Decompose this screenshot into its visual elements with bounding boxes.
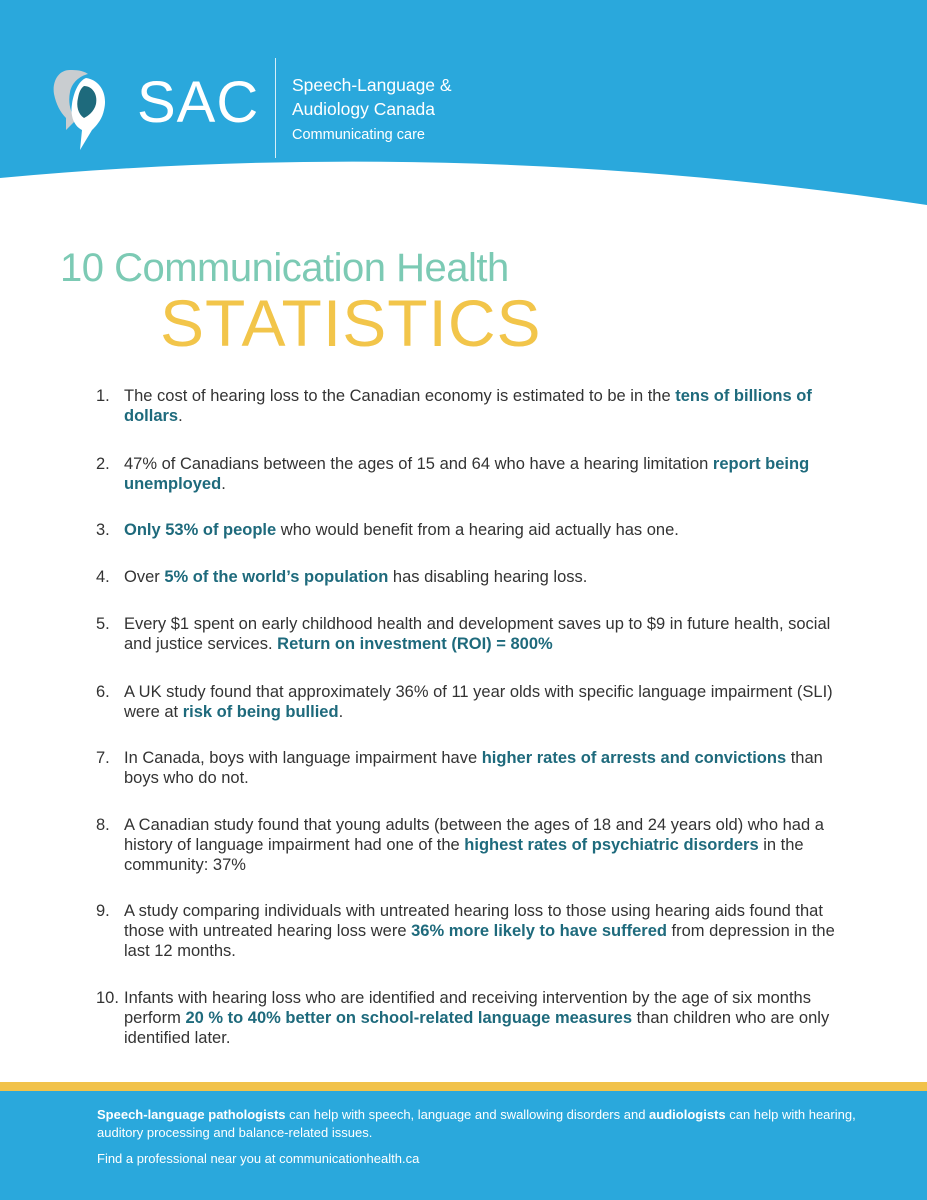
stat-number: 1. [96, 387, 110, 405]
stat-highlight: Return on investment (ROI) = 800% [277, 635, 553, 653]
stat-item [96, 901, 841, 961]
org-name-line1: Speech-Language & [292, 75, 452, 95]
stat-highlight: 36% more likely to have suffered [411, 922, 667, 940]
stat-highlight: 5% of the world’s population [164, 568, 389, 586]
slp-label: Speech-language pathologists [97, 1107, 286, 1122]
stat-text-segment: Over [124, 568, 165, 586]
stat-text [124, 454, 841, 494]
logo-text: SAC [137, 70, 260, 135]
stat-text-segment: . [338, 703, 344, 721]
stat-number: 5. [96, 615, 110, 633]
stat-item [96, 567, 841, 587]
stat-text-segment: Infants with hearing loss who are identified and receiving intervention by the age of six months perform [124, 989, 811, 1027]
stat-item [96, 682, 841, 722]
stat-text [124, 520, 841, 540]
stat-highlight: higher rates of arrests and convictions [481, 749, 787, 767]
stat-highlight: tens of billions of dollars [124, 387, 812, 425]
stat-number: 3. [96, 521, 110, 539]
stat-text [124, 748, 841, 788]
footer-stripe [0, 1082, 927, 1091]
stat-text-segment: The cost of hearing loss to the Canadian economy is estimated to be in the [124, 387, 676, 405]
stat-text [124, 901, 841, 961]
stat-item [96, 520, 841, 540]
stat-text [124, 988, 841, 1048]
aud-label: audiologists [649, 1107, 726, 1122]
stat-text [124, 386, 841, 426]
stat-text [124, 567, 841, 587]
stat-item [96, 454, 841, 494]
stat-text-segment: from depression in the last 12 months. [124, 922, 835, 960]
stat-text-segment: A UK study found that approximately 36% of 11 year olds with specific language impairment (SLI) were at [124, 683, 833, 721]
stat-text-segment: has disabling hearing loss. [388, 568, 588, 586]
stat-number: 10. [96, 989, 119, 1007]
stat-highlight: report being unemployed [124, 455, 810, 493]
footer-description [97, 1106, 857, 1142]
stat-item [96, 815, 841, 875]
stat-item [96, 386, 841, 426]
stat-number: 6. [96, 683, 110, 701]
stat-text [124, 614, 841, 654]
stat-text-segment: . [221, 475, 226, 493]
footer-banner [0, 1082, 927, 1200]
stat-text-segment: Every $1 spent on early childhood health and development saves up to $9 in future health, social and justice services. [124, 615, 831, 653]
page-subtitle: STATISTICS [160, 286, 542, 360]
tagline: Communicating care [292, 127, 425, 143]
stat-number: 7. [96, 749, 110, 767]
stat-text [124, 815, 841, 875]
stat-text-segment: A Canadian study found that young adults (between the ages of 18 and 24 years old) who had a history of language impairment had one of the [124, 816, 824, 854]
stat-highlight: Only 53% of people [124, 521, 277, 539]
page-title: 10 Communication Health [60, 246, 509, 290]
stat-item [96, 988, 841, 1048]
stat-text-segment: than children who are only identified later. [124, 1009, 830, 1047]
stat-text-segment: 47% of Canadians between the ages of 15 and 64 who have a hearing limitation [124, 455, 713, 473]
org-name-line2: Audiology Canada [292, 99, 436, 119]
stat-highlight: 20 % to 40% better on school-related language measures [185, 1009, 632, 1027]
stat-text-segment: . [178, 407, 183, 425]
stat-text-segment: In Canada, boys with language impairment have [124, 749, 482, 767]
stat-number: 4. [96, 568, 110, 586]
aud-text: can help with hearing, auditory processing and balance-related issues. [97, 1107, 856, 1140]
stat-highlight: risk of being bullied [182, 703, 339, 721]
stat-text-segment: in the community: 37% [124, 836, 804, 874]
stat-item [96, 748, 841, 788]
stat-item [96, 614, 841, 654]
slp-text: can help with speech, language and swallowing disorders and [285, 1107, 650, 1122]
stat-highlight: highest rates of psychiatric disorders [464, 836, 759, 854]
find-professional-link[interactable]: Find a professional near you at communicationhealth.ca [97, 1151, 420, 1166]
stat-number: 2. [96, 455, 110, 473]
stat-number: 9. [96, 902, 110, 920]
stat-text-segment: who would benefit from a hearing aid actually has one. [276, 521, 679, 539]
stat-text [124, 682, 841, 722]
stat-text-segment: A study comparing individuals with untreated hearing loss to those using hearing aids found that those with untreated hearing loss were [124, 902, 823, 940]
stat-number: 8. [96, 816, 110, 834]
stat-text-segment: than boys who do not. [124, 749, 823, 787]
